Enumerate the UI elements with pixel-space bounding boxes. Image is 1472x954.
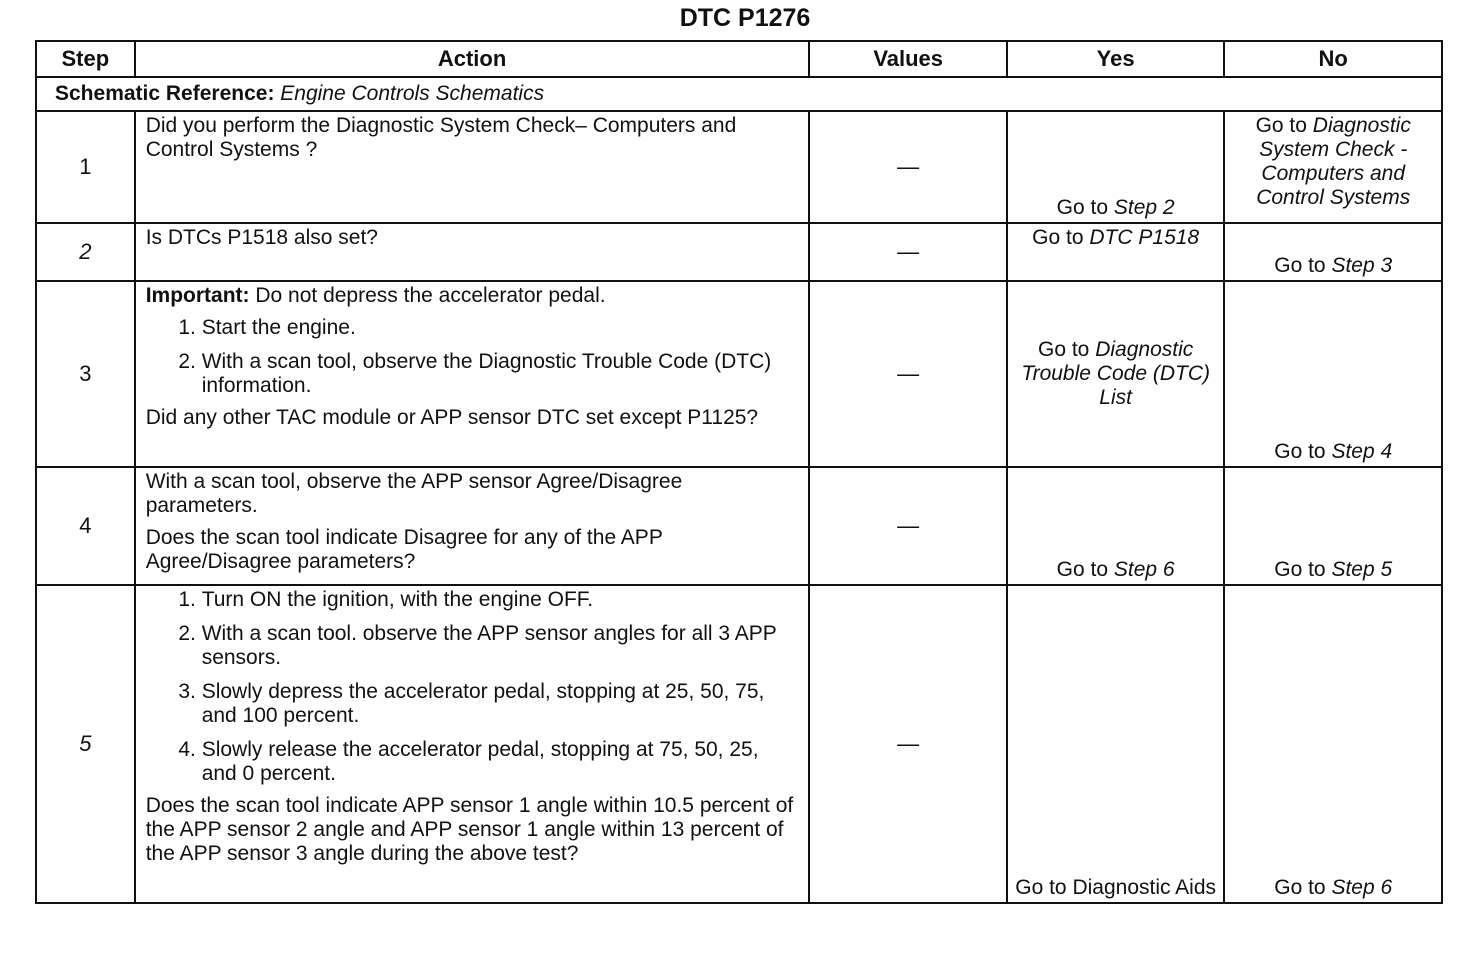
table-row	[36, 223, 1442, 281]
no-cell	[1224, 467, 1442, 585]
table-row	[36, 111, 1442, 223]
values-cell: —	[809, 223, 1006, 281]
list-item: 1. Start the engine.	[202, 316, 799, 340]
step-number: 4	[36, 467, 135, 585]
no-prefix: Go to	[1274, 558, 1326, 581]
action-cell	[135, 111, 810, 223]
action-cell	[135, 585, 810, 903]
action-text: Is DTCs P1518 also set?	[145, 226, 378, 249]
action-cell	[135, 281, 810, 467]
action-text: Did you perform the Diagnostic System Check– Computers and Control Systems ?	[145, 114, 737, 161]
yes-cell	[1007, 111, 1225, 223]
no-link[interactable]: Step 3	[1331, 254, 1393, 277]
action-cell	[135, 467, 810, 585]
yes-cell	[1007, 585, 1225, 903]
header-values: Values	[809, 41, 1006, 77]
values-cell: —	[809, 467, 1006, 585]
no-prefix: Go to	[1274, 440, 1326, 463]
list-item: 2. With a scan tool, observe the Diagnostic Trouble Code (DTC) information.	[202, 350, 799, 398]
step-number: 1	[36, 111, 135, 223]
table-row	[36, 467, 1442, 585]
list-item: 1. Turn ON the ignition, with the engine OFF.	[202, 588, 799, 612]
important-label: Important:	[145, 284, 250, 307]
no-cell	[1224, 223, 1442, 281]
step-list	[146, 316, 799, 398]
table-row	[36, 585, 1442, 903]
schematic-reference	[36, 77, 1442, 111]
dtc-table	[35, 40, 1443, 904]
yes-cell	[1007, 467, 1225, 585]
no-link[interactable]: Step 4	[1331, 440, 1393, 463]
action-cell	[135, 223, 810, 281]
no-cell	[1224, 585, 1442, 903]
yes-prefix: Go to	[1032, 226, 1084, 249]
step-number: 2	[36, 223, 135, 281]
list-item: 4. Slowly release the accelerator pedal, stopping at 75, 50, 25, and 0 percent.	[202, 738, 799, 786]
yes-cell	[1007, 223, 1225, 281]
no-link[interactable]: Step 6	[1331, 876, 1393, 899]
question-text: Does the scan tool indicate Disagree for any of the APP Agree/Disagree parameters?	[145, 526, 663, 573]
page-title: DTC P1276	[679, 4, 811, 32]
schematic-reference-label: Schematic Reference:	[55, 82, 275, 105]
yes-link[interactable]: DTC P1518	[1089, 226, 1200, 249]
yes-link[interactable]: Step 6	[1113, 558, 1175, 581]
list-item: 2. With a scan tool. observe the APP sensor angles for all 3 APP sensors.	[202, 622, 799, 670]
schematic-reference-value: Engine Controls Schematics	[280, 82, 545, 105]
header-no: No	[1224, 41, 1442, 77]
step-list	[146, 588, 799, 786]
no-cell	[1224, 111, 1442, 223]
important-text: Do not depress the accelerator pedal.	[255, 284, 606, 307]
yes-cell	[1007, 281, 1225, 467]
yes-prefix: Go to	[1056, 558, 1109, 581]
question-text: Does the scan tool indicate APP sensor 1 angle within 10.5 percent of the APP sensor 2 angle and APP sensor 1 angle within 13 percent of the APP sensor 3 angle during the above test?	[145, 794, 794, 865]
header-action: Action	[135, 41, 810, 77]
no-link[interactable]: Step 5	[1331, 558, 1393, 581]
intro-text: With a scan tool, observe the APP sensor Agree/Disagree parameters.	[145, 470, 683, 517]
yes-prefix: Go to	[1056, 196, 1109, 219]
question-text: Did any other TAC module or APP sensor DTC set except P1125?	[145, 406, 759, 429]
yes-text[interactable]: Go to Diagnostic Aids	[1015, 876, 1217, 899]
no-cell	[1224, 281, 1442, 467]
header-step: Step	[36, 41, 135, 77]
step-number: 3	[36, 281, 135, 467]
header-yes: Yes	[1007, 41, 1225, 77]
no-link[interactable]: Diagnostic System Check - Computers and Control Systems	[1256, 114, 1411, 209]
important-note	[146, 284, 799, 308]
values-cell: —	[809, 111, 1006, 223]
no-prefix: Go to	[1274, 254, 1326, 277]
values-cell: —	[809, 281, 1006, 467]
yes-prefix: Go to	[1038, 338, 1090, 361]
yes-link[interactable]: Step 2	[1113, 196, 1175, 219]
header-row	[36, 41, 1442, 77]
no-prefix: Go to	[1255, 114, 1307, 137]
schematic-reference-row	[36, 77, 1442, 111]
no-prefix: Go to	[1274, 876, 1326, 899]
yes-link[interactable]: Diagnostic Trouble Code (DTC) List	[1021, 338, 1210, 409]
values-cell: —	[809, 585, 1006, 903]
list-item: 3. Slowly depress the accelerator pedal, stopping at 25, 50, 75, and 100 percent.	[202, 680, 799, 728]
table-row	[36, 281, 1442, 467]
step-number: 5	[36, 585, 135, 903]
